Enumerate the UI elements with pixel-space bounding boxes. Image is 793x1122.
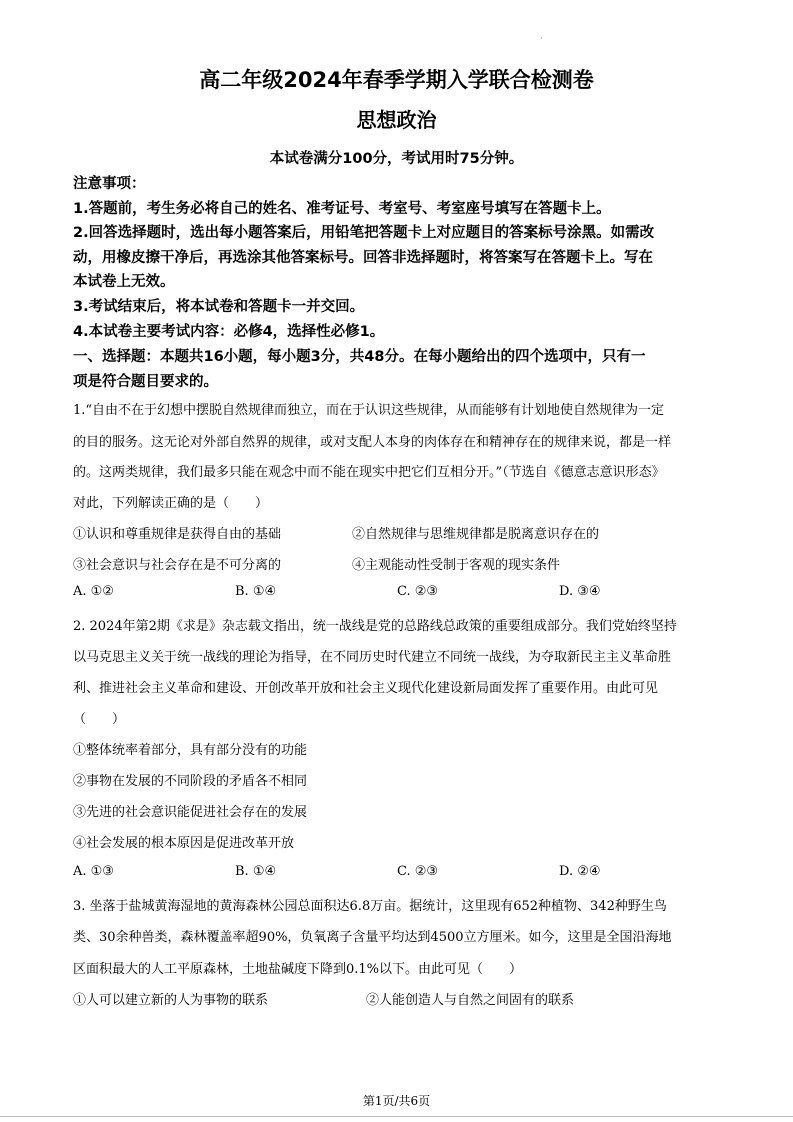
q1-choice-b: B. ①④	[235, 584, 277, 599]
q2-stem-line: 利、推进社会主义革命和建设、开创改革开放和社会主义现代化建设新局面发挥了重要作用。由此可见	[73, 681, 659, 696]
q2-statement: ①整体统率着部分，具有部分没有的功能	[73, 743, 308, 758]
q3-stem-line: 区面积最大的人工平原森林，土地盐碱度下降到0.1%以下。由此可见（ ）	[73, 962, 523, 977]
section-heading: 一、选择题：本题共16小题，每小题3分，共48分。在每小题给出的四个选项中，只有一	[73, 349, 646, 365]
footer-divider	[0, 1116, 793, 1117]
q1-choice-c: C. ②③	[397, 584, 439, 599]
q1-stem-line: 的目的服务。这无论对外部自然界的规律，或对支配人本身的肉体存在和精神存在的规律来说，都是一样	[73, 435, 672, 450]
q2-choice-a: A. ①③	[73, 864, 114, 879]
q2-stem-line: 以马克思主义关于统一战线的理论为指导，在不同历史时代建立不同统一战线，为夺取新民主主义革命胜	[73, 650, 672, 665]
q1-statement: ①认识和尊重规律是获得自由的基础	[73, 527, 282, 542]
exam-note: 本试卷满分100分，考试用时75分钟。	[269, 151, 524, 167]
notice-line: 本试卷上无效。	[73, 274, 175, 290]
page-footer: 第1页/共6页	[362, 1094, 431, 1108]
notice-line: 3.考试结束后，将本试卷和答题卡一并交回。	[73, 299, 365, 315]
scan-dot: ·	[540, 34, 543, 43]
notice-line: 4.本试卷主要考试内容：必修4，选择性必修1。	[73, 324, 385, 340]
q2-stem-line: （ ）	[73, 712, 126, 727]
notice-line: 1.答题前，考生务必将自己的姓名、准考证号、考室号、考室座号填写在答题卡上。	[73, 201, 611, 217]
q2-choice-c: C. ②③	[397, 864, 439, 879]
q2-choice-d: D. ②④	[559, 864, 601, 879]
q2-statement: ④社会发展的根本原因是促进改革开放	[73, 836, 295, 851]
q2-stem-line: 2. 2024年第2期《求是》杂志载文指出，统一战线是党的总路线总政策的重要组成部分。我们党始终坚持	[73, 619, 677, 634]
q1-stem-line: 的。这两类规律，我们最多只能在观念中而不能在现实中把它们互相分开。”（节选自《德意志意识形态》	[73, 465, 665, 480]
section-heading: 项是符合题目要求的。	[73, 374, 218, 390]
q3-stem-line: 3. 坐落于盐城黄海湿地的黄海森林公园总面积达6.8万亩。据统计，这里现有652种植物、342种野生鸟	[73, 899, 667, 914]
notice-line: 动，用橡皮擦干净后，再选涂其他答案标号。回答非选择题时，将答案写在答题卡上。写在	[73, 250, 653, 266]
subject-title: 思想政治	[356, 108, 437, 132]
notice-heading: 注意事项：	[73, 176, 146, 192]
q3-stem-line: 类、30余种兽类，森林覆盖率超90%，负氧离子含量平均达到4500立方厘米。如今，这里是全国沿海地	[73, 930, 672, 945]
notice-line: 2.回答选择题时，选出每小题答案后，用铅笔把答题卡上对应题目的答案标号涂黑。如需改	[73, 225, 655, 241]
q2-statement: ③先进的社会意识能促进社会存在的发展	[73, 805, 308, 820]
q1-choice-d: D. ③④	[559, 584, 601, 599]
q2-statement: ②事物在发展的不同阶段的矛盾各不相同	[73, 774, 308, 789]
q1-statement: ④主观能动性受制于客观的现实条件	[352, 558, 561, 573]
q1-statement: ③社会意识与社会存在是不可分离的	[73, 558, 282, 573]
q3-statement: ①人可以建立新的人为事物的联系	[73, 993, 269, 1008]
q1-choice-a: A. ①②	[73, 584, 114, 599]
q1-statement: ②自然规律与思维规律都是脱离意识存在的	[352, 527, 600, 542]
q3-statement: ②人能创造人与自然之间固有的联系	[366, 993, 575, 1008]
exam-title: 高二年级2024年春季学期入学联合检测卷	[199, 68, 594, 92]
q1-stem-line: 1.“自由不在于幻想中摆脱自然规律而独立，而在于认识这些规律，从而能够有计划地使自然规律为一定	[73, 403, 665, 418]
q2-choice-b: B. ①④	[235, 864, 277, 879]
q1-stem-line: 对此，下列解读正确的是（ ）	[73, 496, 269, 511]
